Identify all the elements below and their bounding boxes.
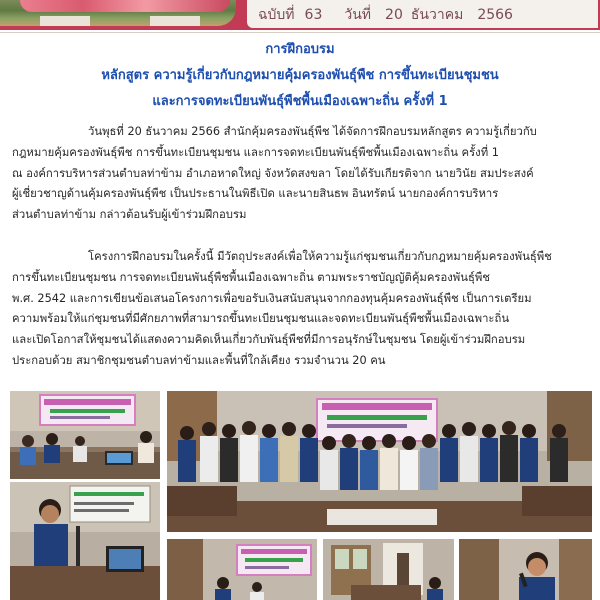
photo-room-window-image (323, 539, 454, 600)
photo-meeting-registration-image (10, 391, 160, 479)
paragraph-line: ผู้เชี่ยวชาญด้านคุ้มครองพันธุ์พืช เป็นประธานในพิธีเปิด และนายสินธพ อินทรัตน์ นายกองค์การบริหาร (12, 187, 499, 201)
date-label: วันที่ (344, 7, 372, 23)
photo-group-portrait (167, 391, 592, 532)
paragraph-line: กฎหมายคุ้มครองพันธุ์พืช การขึ้นทะเบียนชุมชน และการจดทะเบียนพันธุ์พืชพื้นเมืองเฉพาะถิ่น ครั้งที่ 1 (12, 145, 499, 159)
paragraph-line: วันพุธที่ 20 ธันวาคม 2566 สำนักคุ้มครองพันธุ์พืช ได้จัดการฝึกอบรมหลักสูตร ความรู้เกี่ยวกับ (88, 125, 537, 138)
paragraph-line: ประกอบด้วย สมาชิกชุมชนตำบลท่าข้ามและพื้นที่ใกล้เคียง รวมจำนวน 20 คน (12, 353, 386, 367)
paragraph-line: ณ องค์การบริหารส่วนตำบลท่าข้าม อำเภอหาดใหญ่ จังหวัดสงขลา โดยได้รับเกียรติจาก นายวินัย สมประสงค์ (12, 166, 534, 180)
issue-info (258, 4, 523, 26)
date-month: ธันวาคม (410, 7, 464, 23)
date-day: 20 (385, 7, 403, 23)
newsletter-header (0, 0, 600, 30)
paragraph-line: ส่วนตำบลท่าข้าม กล่าวต้อนรับผู้เข้าร่วมฝึกอบรม (12, 208, 247, 222)
header-photo-detail (40, 16, 90, 26)
photo-meeting-registration (10, 391, 160, 479)
paragraph-line: โครงการฝึกอบรมในครั้งนี้ มีวัตถุประสงค์เพื่อให้ความรู้แก่ชุมชนเกี่ยวกับกฎหมายคุ้มครองพันธุ์พืช (88, 250, 552, 263)
paragraph-line: ความพร้อมให้แก่ชุมชนที่มีศักยภาพที่สามารถขึ้นทะเบียนชุมชนและจดทะเบียนพันธุ์พืชพื้นเมืองเฉพาะถิ่น (12, 312, 510, 326)
header-divider (0, 32, 600, 33)
issue-number: 63 (304, 7, 323, 23)
photo-group-portrait-image (167, 391, 592, 532)
photo-stage-banner-image (167, 539, 317, 600)
issue-label: ฉบับที่ (258, 7, 295, 23)
date-year: 2566 (477, 7, 513, 23)
header-photo (0, 0, 236, 26)
photo-speaker-presenting (10, 482, 160, 600)
photo-room-window (323, 539, 454, 600)
photo-speaker-microphone-image (459, 539, 592, 600)
paragraph-1 (12, 122, 594, 226)
paragraph-2 (12, 247, 594, 372)
article-title-line2: และการจดทะเบียนพันธุ์พืชพื้นเมืองเฉพาะถิ่น ครั้งที่ 1 (152, 94, 448, 109)
article-kicker: การฝึกอบรม (265, 42, 335, 57)
photo-speaker-presenting-image (10, 482, 160, 600)
article-title-line1: หลักสูตร ความรู้เกี่ยวกับกฎหมายคุ้มครองพันธุ์พืช การขึ้นทะเบียนชุมชน (101, 68, 499, 83)
photo-stage-banner (167, 539, 317, 600)
paragraph-line: และเปิดโอกาสให้ชุมชนได้แสดงความคิดเห็นเกี่ยวกับพันธุ์พืชที่มีการอนุรักษ์ในชุมชน โดยผู้เข้าร่วมฝึกอบรม (12, 333, 526, 347)
paragraph-line: พ.ศ. 2542 และการเขียนข้อเสนอโครงการเพื่อขอรับเงินสนับสนุนจากกองทุนคุ้มครองพันธุ์พืช เป็นการเตรียม (12, 291, 532, 305)
photo-speaker-microphone (459, 539, 592, 600)
header-photo-detail (150, 16, 200, 26)
paragraph-line: การขึ้นทะเบียนชุมชน การจดทะเบียนพันธุ์พืชพื้นเมืองเฉพาะถิ่น ตามพระราชบัญญัติคุ้มครองพันธุ์พืช (12, 270, 490, 284)
